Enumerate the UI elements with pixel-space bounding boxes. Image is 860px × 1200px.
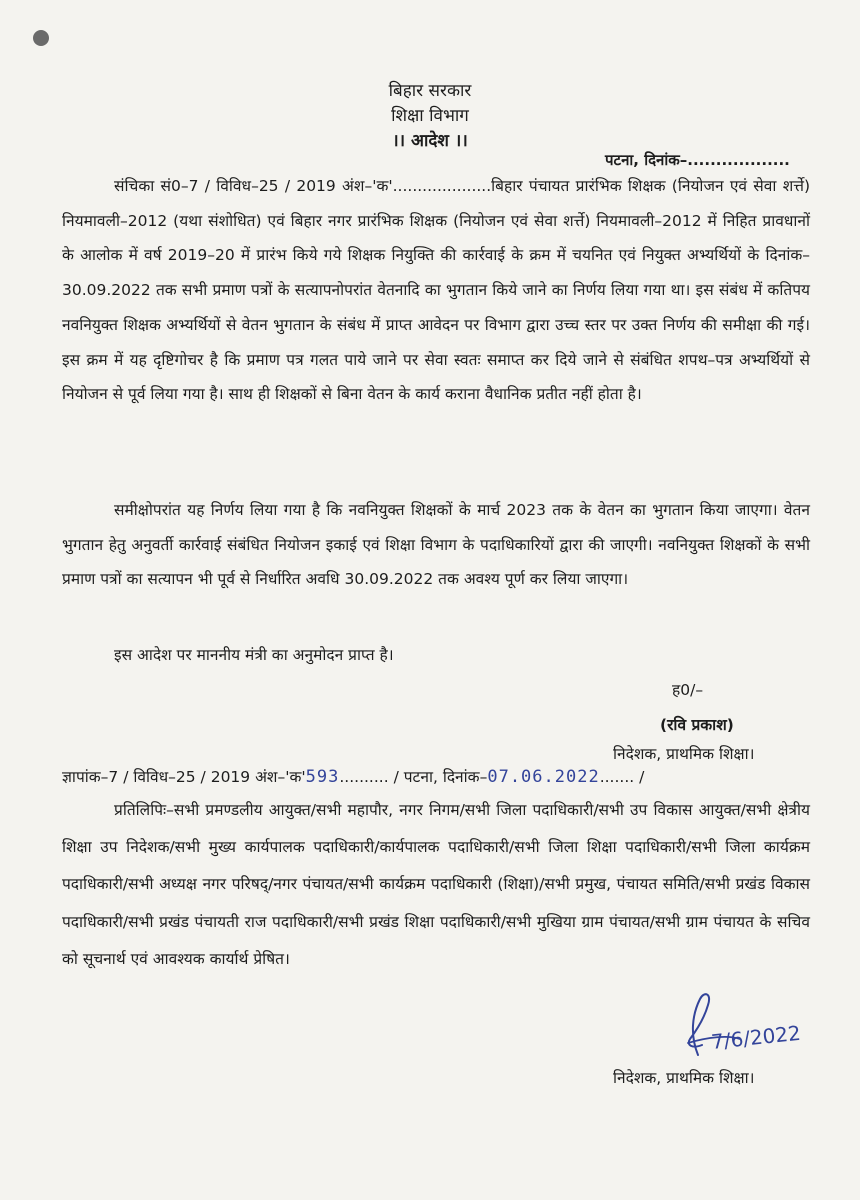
handwritten-signature xyxy=(668,985,818,1065)
copy-to-paragraph: प्रतिलिपिः–सभी प्रमण्डलीय आयुक्त/सभी महापौर, नगर निगम/सभी जिला पदाधिकारी/सभी उप विकास आयुक्त/सभी क्षेत्रीय शिक्षा उप निदेशक/सभी मुख्य कार्यपालक पदाधिकारी/कार्यपालक पदाधिकारी/सभी जिला शिक्षा पदाधिकारी/सभी जिला कार्यक्रम पदाधिकारी/सभी अध्यक्ष नगर परिषद्/नगर पंचायत/सभी कार्यक्रम पदाधिकारी (शिक्षा)/सभी प्रमुख, पंचायत समिति/सभी प्रखंड विकास पदाधिकारी/सभी प्रखंड पंचायती राज पदाधिकारी/सभी प्रखंड शिक्षा पदाधिकारी/सभी मुखिया ग्राम पंचायत/सभी ग्राम पंचायत के सचिव को सूचनार्थ एवं आवश्यक कार्यार्थ प्रेषित। xyxy=(62,801,810,968)
order-paragraph-3: इस आदेश पर माननीय मंत्री का अनुमोदन प्राप्त है। xyxy=(114,646,394,664)
government-name: बिहार सरकार xyxy=(388,81,472,101)
final-designation: निदेशक, प्राथमिक शिक्षा। xyxy=(613,1069,755,1087)
signature-date: 7/6/2022 xyxy=(710,1020,802,1054)
punch-hole xyxy=(33,30,49,46)
place-date-line: पटना, दिनांक–.................. xyxy=(605,151,790,169)
memo-number: 593 xyxy=(305,767,340,787)
memo-dots: .......... xyxy=(339,768,389,786)
memo-suffix: / xyxy=(639,768,645,786)
memo-date: 07.06.2022 xyxy=(487,767,600,787)
order-paragraph-1: संचिका सं0–7 / विविध–25 / 2019 अंश–'क'....................बिहार पंचायत प्रारंभिक शिक्षक (नियोजन एवं सेवा शर्त्ते) नियमावली–2012 (यथा संशोधित) एवं बिहार नगर प्रारंभिक शिक्षक (नियोजन एवं सेवा शर्त्ते) नियमावली–2012 में निहित प्रावधानों के आलोक में वर्ष 2019–20 में प्रारंभ किये गये शिक्षक नियुक्ति की कार्रवाई के क्रम में चयनित एवं नियुक्त अभ्यर्थियों के दिनांक–30.09.2022 तक सभी प्रमाण पत्रों के सत्यापनोपरांत वेतनादि का भुगतान किये जाने का निर्णय लिया गया था। इस संबंध में कतिपय नवनियुक्त शिक्षक अभ्यर्थियों से वेतन भुगतान के संबंध में प्राप्त आवेदन पर विभाग द्वारा उच्च स्तर पर उक्त निर्णय की समीक्षा की गई। इस क्रम में यह दृष्टिगोचर है कि प्रमाण पत्र गलत पाये जाने पर सेवा स्वतः समाप्त कर दिये जाने से संबंधित शपथ–पत्र अभ्यर्थियों से नियोजन से पूर्व लिया गया है। साथ ही शिक्षकों से बिना वेतन के कार्य कराना वैधानिक प्रतीत नहीं होता है। xyxy=(62,177,810,404)
signed-mark: ह0/– xyxy=(672,681,704,699)
order-title: ।। आदेश ।। xyxy=(392,131,468,151)
signatory-name: (रवि प्रकाश) xyxy=(660,716,734,734)
memo-line xyxy=(62,765,644,787)
order-paragraph-2: समीक्षोपरांत यह निर्णय लिया गया है कि नवनियुक्त शिक्षकों के मार्च 2023 तक के वेतन का भुगतान किया जाएगा। वेतन भुगतान हेतु अनुवर्ती कार्रवाई संबंधित नियोजन इकाई एवं शिक्षा विभाग के पदाधिकारियों द्वारा की जाएगी। नवनियुक्त शिक्षकों के सभी प्रमाण पत्रों का सत्यापन भी पूर्व से निर्धारित अवधि 30.09.2022 तक अवश्य पूर्ण कर लिया जाएगा। xyxy=(62,501,810,589)
memo-dots-2: ....... xyxy=(599,768,635,786)
memo-prefix: ज्ञापांक–7 / विविध–25 / 2019 अंश–'क' xyxy=(62,768,306,786)
signatory-designation: निदेशक, प्राथमिक शिक्षा। xyxy=(613,745,755,763)
memo-place-date-label: / पटना, दिनांक– xyxy=(393,768,488,786)
department-name: शिक्षा विभाग xyxy=(391,106,469,126)
